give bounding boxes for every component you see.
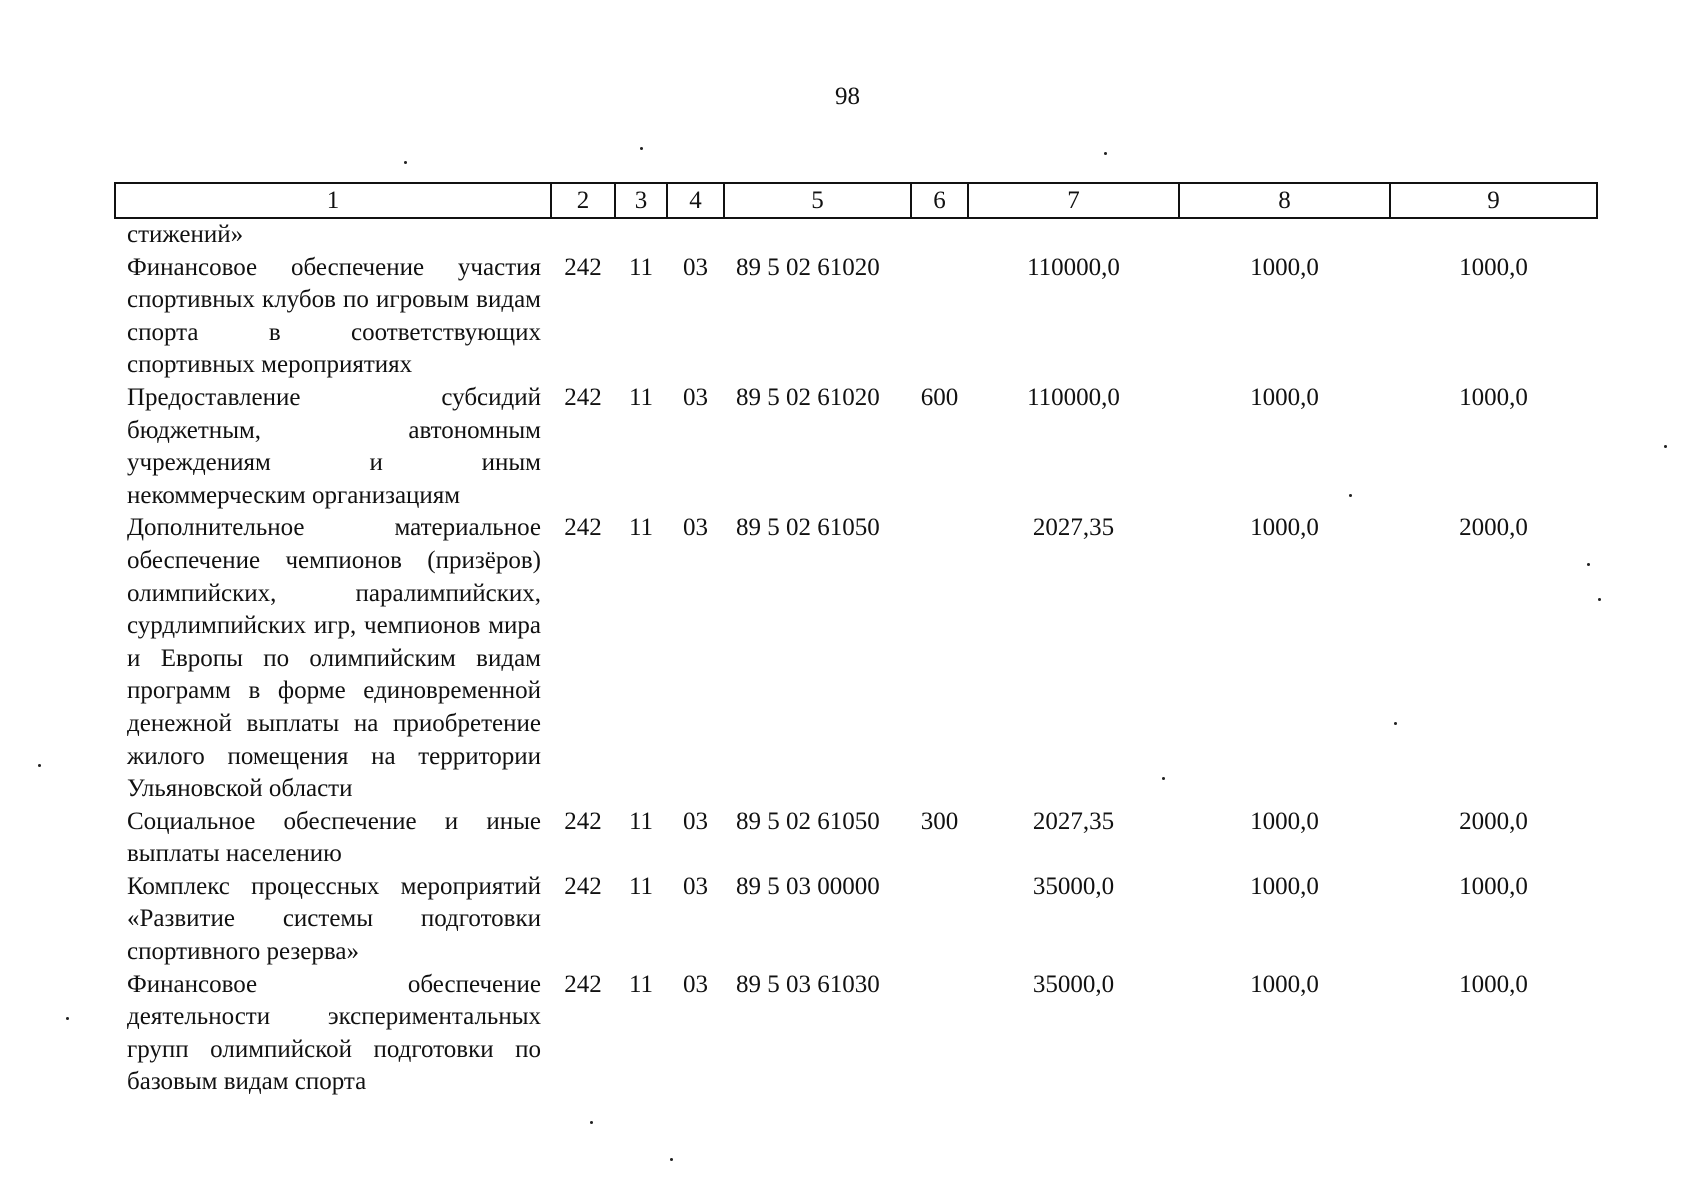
row-col-2: 242 bbox=[564, 253, 602, 281]
header-col-1: 1 bbox=[115, 183, 551, 218]
scan-speck bbox=[38, 764, 41, 767]
row-name: Дополнительное материальное обеспечение чемпионов (призёров) олимпийских, паралимпийских, сурдлимпийских игр, чемпионов мира и Европы по олимпийским видам программ в форме единовременной денежной выплаты на приобретение жилого помещения на территории Ульяновской области bbox=[127, 514, 541, 803]
row-col-7 bbox=[968, 218, 1179, 252]
row-col-8: 1000,0 bbox=[1250, 253, 1319, 281]
table-body bbox=[115, 218, 1597, 1099]
scan-speck bbox=[1587, 563, 1590, 566]
row-col-4 bbox=[667, 218, 724, 252]
row-name: Финансовое обеспечение участия спортивных клубов по игровым видам спорта в соответствующих спортивных мероприятиях bbox=[127, 253, 541, 379]
table-row bbox=[115, 969, 1597, 1099]
row-col-9: 2000,0 bbox=[1459, 807, 1528, 835]
header-row bbox=[115, 183, 1597, 218]
row-col-5 bbox=[724, 218, 911, 252]
row-col-3: 11 bbox=[628, 253, 654, 281]
row-col-2: 242 bbox=[564, 514, 602, 542]
row-col-3 bbox=[615, 218, 667, 252]
scan-speck bbox=[1394, 722, 1397, 725]
row-col-2: 242 bbox=[564, 807, 602, 835]
row-col-7: 110000,0 bbox=[1027, 253, 1120, 281]
row-col-2: 242 bbox=[564, 383, 602, 411]
scan-speck bbox=[590, 1121, 593, 1124]
row-col-9: 1000,0 bbox=[1459, 872, 1528, 900]
row-col-3: 11 bbox=[628, 872, 654, 900]
row-col-2: 242 bbox=[564, 872, 602, 900]
budget-table bbox=[114, 182, 1598, 1099]
table-row bbox=[115, 382, 1597, 512]
row-col-8: 1000,0 bbox=[1250, 514, 1319, 542]
scan-speck bbox=[1349, 494, 1352, 497]
row-col-3: 11 bbox=[628, 514, 654, 542]
row-col-6: 300 bbox=[920, 807, 959, 835]
scan-speck bbox=[640, 147, 643, 150]
row-col-4: 03 bbox=[683, 514, 708, 542]
row-col-9: 1000,0 bbox=[1459, 970, 1528, 998]
row-col-7: 110000,0 bbox=[1027, 383, 1120, 411]
row-col-4: 03 bbox=[683, 807, 708, 835]
row-col-4: 03 bbox=[683, 872, 708, 900]
header-col-8: 8 bbox=[1179, 183, 1390, 218]
row-col-8: 1000,0 bbox=[1250, 970, 1319, 998]
row-col-8: 1000,0 bbox=[1250, 807, 1319, 835]
table-row bbox=[115, 252, 1597, 382]
header-col-6: 6 bbox=[911, 183, 968, 218]
row-name: стижений» bbox=[127, 221, 244, 248]
scan-speck bbox=[404, 161, 407, 164]
row-col-2: 242 bbox=[564, 970, 602, 998]
row-col-8 bbox=[1179, 218, 1390, 252]
table-header bbox=[115, 183, 1597, 218]
row-col-4: 03 bbox=[683, 253, 708, 281]
row-col-3: 11 bbox=[628, 807, 654, 835]
row-name: Финансовое обеспечение деятельности экспериментальных групп олимпийской подготовки по базовым видам спорта bbox=[127, 970, 541, 1096]
table-row bbox=[115, 218, 1597, 252]
row-col-8: 1000,0 bbox=[1250, 383, 1319, 411]
row-col-2 bbox=[551, 218, 615, 252]
scan-speck bbox=[1104, 152, 1107, 155]
table-row bbox=[115, 512, 1597, 805]
row-col-4: 03 bbox=[683, 383, 708, 411]
header-col-3: 3 bbox=[615, 183, 667, 218]
row-col-5: 89 5 02 61020 bbox=[736, 253, 880, 281]
row-name: Социальное обеспечение и иные выплаты населению bbox=[127, 807, 541, 868]
row-col-6 bbox=[911, 871, 968, 969]
row-col-4: 03 bbox=[683, 970, 708, 998]
row-name: Комплекс процессных мероприятий «Развитие системы подготовки спортивного резерва» bbox=[127, 872, 541, 966]
row-col-9 bbox=[1390, 218, 1597, 252]
row-col-7: 2027,35 bbox=[1032, 514, 1115, 542]
row-col-6 bbox=[911, 252, 968, 382]
header-col-9: 9 bbox=[1390, 183, 1597, 218]
row-col-6: 600 bbox=[920, 383, 959, 411]
row-col-6 bbox=[911, 969, 968, 1099]
row-col-3: 11 bbox=[628, 383, 654, 411]
row-col-9: 1000,0 bbox=[1459, 253, 1528, 281]
row-col-5: 89 5 03 00000 bbox=[736, 872, 880, 900]
row-col-8: 1000,0 bbox=[1250, 872, 1319, 900]
row-col-5: 89 5 03 61030 bbox=[736, 970, 880, 998]
header-col-5: 5 bbox=[724, 183, 911, 218]
scan-speck bbox=[670, 1158, 673, 1161]
row-col-5: 89 5 02 61050 bbox=[736, 807, 880, 835]
table-row bbox=[115, 806, 1597, 871]
row-col-9: 1000,0 bbox=[1459, 383, 1528, 411]
row-col-9: 2000,0 bbox=[1459, 514, 1528, 542]
row-col-3: 11 bbox=[628, 970, 654, 998]
row-col-5: 89 5 02 61050 bbox=[736, 514, 880, 542]
row-col-7: 2027,35 bbox=[1032, 807, 1115, 835]
header-col-4: 4 bbox=[667, 183, 724, 218]
row-col-6 bbox=[911, 218, 968, 252]
header-col-7: 7 bbox=[968, 183, 1179, 218]
header-col-2: 2 bbox=[551, 183, 615, 218]
row-col-7: 35000,0 bbox=[1032, 970, 1115, 998]
scan-speck bbox=[66, 1017, 69, 1020]
scan-speck bbox=[1664, 445, 1667, 448]
page-number: 98 bbox=[835, 83, 860, 110]
table-row bbox=[115, 871, 1597, 969]
scan-speck bbox=[1162, 777, 1165, 780]
row-col-7: 35000,0 bbox=[1032, 872, 1115, 900]
row-col-6 bbox=[911, 512, 968, 805]
row-col-5: 89 5 02 61020 bbox=[736, 383, 880, 411]
row-name: Предоставление субсидий бюджетным, автономным учреждениям и иным некоммерческим организациям bbox=[127, 383, 541, 509]
scan-speck bbox=[1598, 598, 1601, 601]
